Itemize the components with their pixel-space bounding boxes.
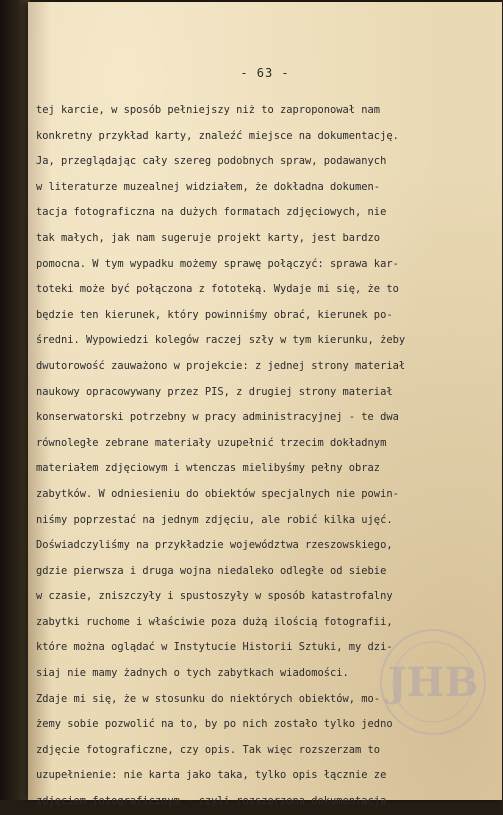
text-line: żemy sobie pozwolić na to, by po nich zostało tylko jedno [36, 718, 393, 731]
svg-text:JHB: JHB [387, 659, 479, 706]
text-line: zdjęciem fotograficznym - czyli rozszerzona dokumentacja [36, 795, 387, 808]
text-line: dwutorowość zauważono w projekcie: z jednej strony materiał [36, 359, 406, 372]
text-line: Doświadczyliśmy na przykładzie województwa rzeszowskiego, [36, 539, 393, 552]
text-line: konkretny przykład karty, znaleźć miejsce na dokumentację. [36, 129, 399, 142]
text-line: w czasie, zniszczyły i spustoszyły w sposób katastrofalny [36, 590, 393, 603]
text-line: niśmy poprzestać na jednym zdjęciu, ale robić kilka ujęć. [36, 513, 393, 526]
text-line: tak małych, jak nam sugeruje projekt karty, jest bardzo [36, 231, 381, 244]
text-line: będzie ten kierunek, który powinniśmy obrać, kierunek po- [36, 308, 393, 321]
text-line: Zdaje mi się, że w stosunku do niektórych obiektów, mo- [36, 692, 381, 705]
book-binding-edge [0, 0, 30, 800]
text-line: średni. Wypowiedzi kolegów raczej szły w tym kierunku, żeby [36, 334, 406, 347]
text-line: Ja, przeglądając cały szereg podobnych spraw, podawanych [36, 155, 387, 168]
text-line: naukowy opracowywany przez PIS, z drugiej strony materiał [36, 385, 393, 398]
text-line: toteki może być połączona z fototeką. Wydaje mi się, że to [36, 283, 399, 296]
text-line: pomocna. W tym wypadku możemy sprawę połączyć: sprawa kar- [36, 257, 399, 270]
text-line: materiałem zdjęciowym i wtenczas mielibyśmy pełny obraz [36, 462, 381, 475]
text-line: zdjęcie fotograficzne, czy opis. Tak więc rozszerzam to [36, 743, 381, 756]
document-page [28, 2, 502, 808]
archive-stamp-logo [373, 622, 493, 742]
text-line: siaj nie mamy żadnych o tych zabytkach wiadomości. [36, 667, 349, 680]
page-number: - 63 - [240, 66, 290, 80]
text-line: uzupełnienie: nie karta jako taka, tylko opis łącznie ze [36, 769, 387, 782]
text-line: konserwatorski potrzebny w pracy administracyjnej - te dwa [36, 411, 399, 424]
text-line: które można oglądać w Instytucie Historii Sztuki, my dzi- [36, 641, 393, 654]
text-line: tacja fotograficzna na dużych formatach zdjęciowych, nie [36, 206, 387, 219]
text-line: równoległe zebrane materiały uzupełnić trzecim dokładnym [36, 436, 387, 449]
text-line: tej karcie, w sposób pełniejszy niż to zaproponował nam [36, 104, 381, 116]
text-line: zabytki ruchome i właściwie poza dużą ilością fotografii, [36, 615, 393, 628]
text-line: w literaturze muzealnej widziałem, że dokładna dokumen- [36, 180, 381, 193]
text-line: gdzie pierwsza i druga wojna niedaleko odległe od siebie [36, 564, 387, 577]
text-line: zabytków. W odniesieniu do obiektów specjalnych nie powin- [36, 487, 399, 500]
